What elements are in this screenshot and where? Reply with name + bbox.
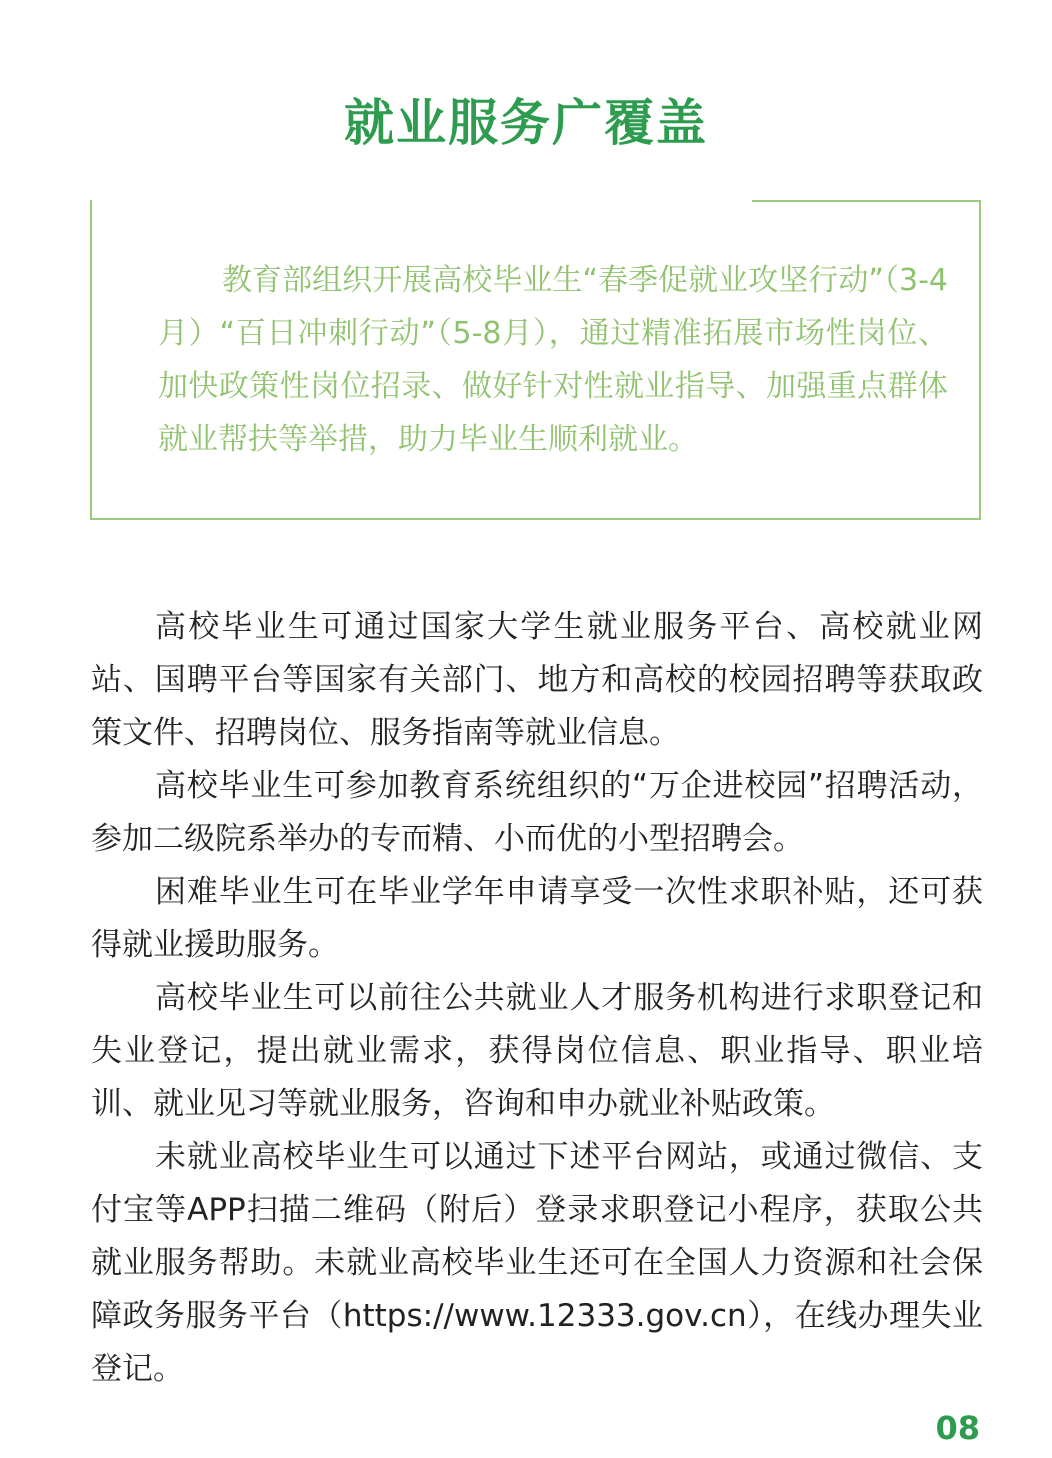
frame-bottom-border — [90, 518, 981, 520]
page-number: 08 — [935, 1409, 980, 1447]
frame-right-border — [979, 200, 981, 520]
body-text — [91, 601, 983, 1396]
paragraph: 高校毕业生可以前往公共就业人才服务机构进行求职登记和失业登记，提出就业需求，获得岗位信息、职业指导、职业培训、就业见习等就业服务，咨询和申办就业补贴政策。 — [91, 980, 983, 1122]
paragraph: 困难毕业生可在毕业学年申请享受一次性求职补贴，还可获得就业援助服务。 — [91, 874, 983, 963]
paragraph: 高校毕业生可通过国家大学生就业服务平台、高校就业网站、国聘平台等国家有关部门、地方和高校的校园招聘等获取政策文件、招聘岗位、服务指南等就业信息。 — [91, 609, 983, 751]
frame-top-border — [752, 200, 981, 202]
paragraph: 高校毕业生可参加教育系统组织的“万企进校园”招聘活动，参加二级院系举办的专而精、小而优的小型招聘会。 — [91, 768, 983, 857]
page-title: 就业服务广覆盖 — [344, 94, 708, 152]
intro-text: 教育部组织开展高校毕业生“春季促就业攻坚行动”（3-4月）“百日冲刺行动”（5-8月），通过精准拓展市场性岗位、加快政策性岗位招录、做好针对性就业指导、加强重点群体就业帮扶等举措，助力毕业生顺利就业。 — [158, 263, 948, 457]
frame-left-border — [90, 200, 92, 520]
paragraph: 未就业高校毕业生可以通过下述平台网站，或通过微信、支付宝等APP扫描二维码（附后）登录求职登记小程序，获取公共就业服务帮助。未就业高校毕业生还可在全国人力资源和社会保障政务服务平台（https://www.12333.gov.cn），在线办理失业登记。 — [91, 1139, 983, 1387]
